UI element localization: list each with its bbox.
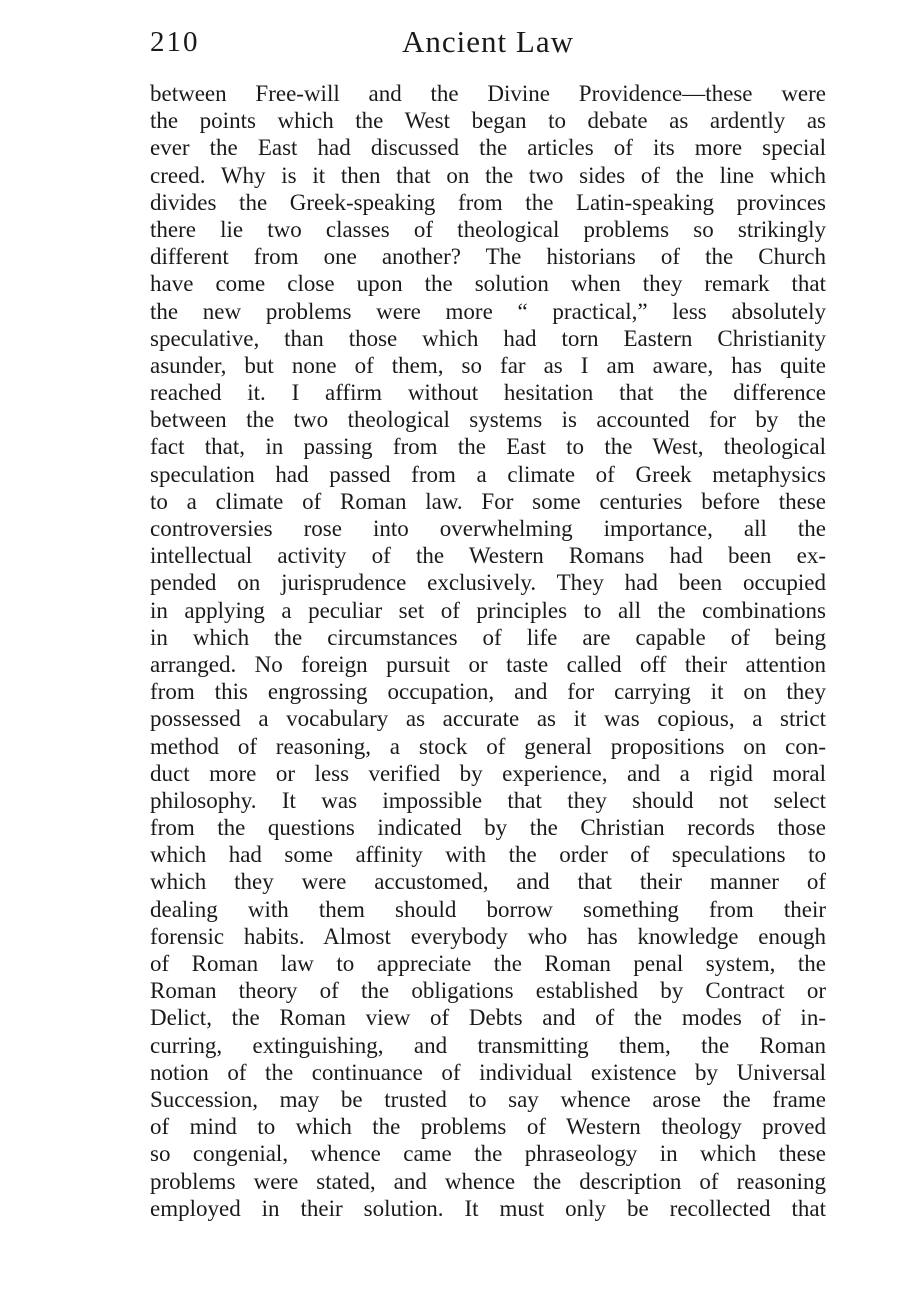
text-line: curring, extinguishing, and transmitting them, the Roman — [150, 1032, 826, 1058]
text-line: the new problems were more “ practical,” less absolutely — [150, 298, 826, 324]
text-line: intellectual activity of the Western Romans had been ex- — [150, 543, 826, 569]
text-line: notion of the continuance of individual existence by Universal — [150, 1059, 826, 1085]
text-line: speculative, than those which had torn Eastern Christianity — [150, 325, 826, 351]
text-line: in which the circumstances of life are capable of being — [150, 624, 826, 650]
text-line: dealing with them should borrow something from their — [150, 896, 826, 922]
text-line: different from one another? The historians of the Church — [150, 244, 826, 270]
text-line: arranged. No foreign pursuit or taste called off their attention — [150, 651, 826, 677]
text-line: which had some affinity with the order of speculations to — [150, 842, 826, 868]
text-line: which they were accustomed, and that their manner of — [150, 869, 826, 895]
text-line: duct more or less verified by experience, and a rigid moral — [150, 760, 826, 786]
text-line: pended on jurisprudence exclusively. They had been occupied — [150, 570, 826, 596]
text-line: asunder, but none of them, so far as I am aware, has quite — [150, 352, 826, 378]
text-line: forensic habits. Almost everybody who has knowledge enough — [150, 923, 826, 949]
text-line: problems were stated, and whence the description of reasoning — [150, 1168, 826, 1194]
text-line: of mind to which the problems of Western theology proved — [150, 1114, 826, 1140]
text-line: to a climate of Roman law. For some centuries before these — [150, 488, 826, 514]
text-line: have come close upon the solution when they remark that — [150, 271, 826, 297]
text-line: Roman theory of the obligations established by Contract or — [150, 978, 826, 1004]
text-line: controversies rose into overwhelming importance, all the — [150, 516, 826, 541]
text-line: between Free-will and the Divine Providence—these were — [150, 81, 826, 106]
running-title: Ancient Law — [402, 24, 574, 59]
text-line: the points which the West began to debate as ardently as — [150, 108, 826, 134]
text-line: divides the Greek-speaking from the Latin-speaking provinces — [150, 189, 826, 215]
text-line: Succession, may be trusted to say whence arose the frame — [150, 1086, 826, 1112]
text-line: possessed a vocabulary as accurate as it was copious, a strict — [150, 706, 826, 732]
text-line: philosophy. It was impossible that they should not select — [150, 787, 826, 813]
text-line: Delict, the Roman view of Debts and of the modes of in- — [150, 1005, 826, 1031]
running-head — [150, 24, 826, 64]
body-paragraph — [150, 80, 826, 1222]
text-line: reached it. I affirm without hesitation that the difference — [150, 380, 826, 406]
text-line: from the questions indicated by the Christian records those — [150, 815, 826, 841]
text-line: so congenial, whence came the phraseology in which these — [150, 1141, 826, 1167]
text-line: fact that, in passing from the East to the West, theological — [150, 434, 826, 460]
text-line: there lie two classes of theological problems so strikingly — [150, 216, 826, 242]
text-line: in applying a peculiar set of principles to all the combinations — [150, 597, 826, 623]
text-line: between the two theological systems is accounted for by the — [150, 407, 826, 433]
text-line: method of reasoning, a stock of general propositions on con- — [150, 733, 826, 759]
page-number: 210 — [150, 26, 200, 58]
text-line: creed. Why is it then that on the two sides of the line which — [150, 162, 826, 188]
text-line: ever the East had discussed the articles of its more special — [150, 135, 826, 161]
text-line: from this engrossing occupation, and for carrying it on they — [150, 679, 826, 705]
text-line: of Roman law to appreciate the Roman penal system, the — [150, 951, 826, 976]
text-line: speculation had passed from a climate of Greek metaphysics — [150, 461, 826, 487]
text-line: employed in their solution. It must only be recollected that — [150, 1195, 826, 1221]
